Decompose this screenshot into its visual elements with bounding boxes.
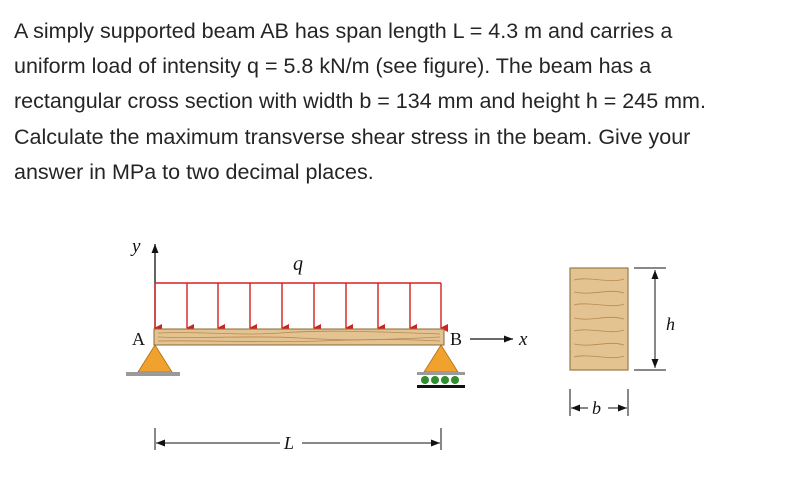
- span-label: L: [284, 433, 295, 453]
- height-label: h: [666, 314, 675, 334]
- support-b-label: B: [450, 329, 463, 349]
- support-a-label: A: [132, 329, 145, 349]
- height-dimension: [634, 268, 666, 370]
- roller-support-b: [417, 345, 465, 388]
- distributed-load: [155, 283, 441, 328]
- problem-line-1: A simply supported beam AB has span length L = 4.3 m and carries a: [14, 19, 673, 43]
- x-axis: [470, 329, 528, 350]
- x-axis-label: x: [519, 329, 528, 350]
- pin-support-a: [126, 345, 180, 376]
- cross-section: [570, 268, 628, 370]
- problem-line-2: uniform load of intensity q = 5.8 kN/m (see figure). The beam has a: [14, 54, 652, 79]
- problem-line-3: rectangular cross section with width b = 134 mm and height h = 245 mm.: [14, 89, 706, 114]
- problem-line-5: answer in MPa to two decimal places.: [14, 159, 374, 184]
- span-dimension: [155, 428, 441, 450]
- y-axis: [130, 236, 155, 331]
- problem-line-4: Calculate the maximum transverse shear stress in the beam. Give your: [14, 124, 691, 149]
- y-axis-label: y: [132, 236, 141, 257]
- load-label: q: [293, 253, 303, 275]
- beam: [154, 329, 444, 345]
- width-label: b: [592, 398, 601, 418]
